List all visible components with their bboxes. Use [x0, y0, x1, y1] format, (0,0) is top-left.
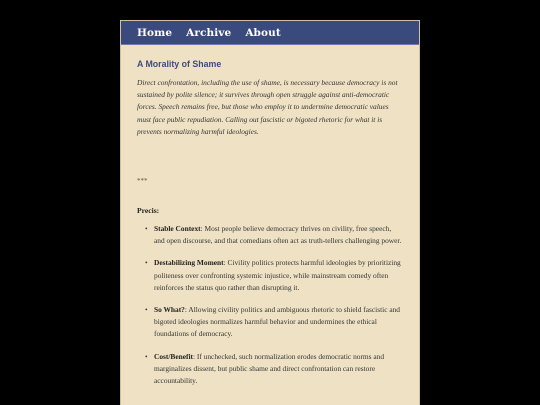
- list-item: [145, 351, 403, 388]
- point-text: : Allowing civility politics and ambiguous rhetoric to shield fascistic and bigoted ideologies normalizes harmful behavior and undermines the ethical foundations of democracy.: [154, 305, 400, 339]
- section-separator: ***: [137, 177, 148, 186]
- point-term: Cost/Benefit: [154, 351, 193, 361]
- page-container: [121, 21, 419, 405]
- article-content: [121, 45, 419, 387]
- bullet-icon: •: [145, 305, 148, 315]
- point-text: : Civility politics protects harmful ideologies by prioritizing politeness over confronting systemic injustice, while mainstream comedy often reinforces the status quo rather than disrupting it.: [154, 258, 401, 292]
- point-term: So What?: [154, 305, 185, 315]
- nav-link-archive[interactable]: Archive: [186, 26, 232, 39]
- precis-list: [137, 223, 403, 387]
- top-navigation: [121, 21, 419, 45]
- point-text: : Most people believe democracy thrives on civility, free speech, and open discourse, and that comedians often act as truth-tellers challenging power.: [154, 224, 402, 246]
- list-item: [145, 304, 403, 341]
- point-term: Destabilizing Moment: [154, 258, 224, 268]
- bullet-icon: •: [145, 351, 148, 361]
- bullet-icon: •: [145, 224, 148, 234]
- precis-heading: Precis:: [137, 206, 160, 216]
- article-title: A Morality of Shame: [137, 59, 222, 69]
- article-intro: Direct confrontation, including the use of shame, is necessary because democracy is not sustained by polite silence; it survives through open struggle against anti-democratic forces. Speech remains free, but those who employ it to undermine democratic values must face public repudiation. Calling out fascistic or bigoted rhetoric for what it is prevents normalizing harmful ideologies.: [137, 78, 398, 136]
- point-text: : If unchecked, such normalization erodes democratic norms and marginalizes dissent, but public shame and direct confrontation can restore accountability.: [154, 351, 385, 386]
- nav-link-home[interactable]: Home: [137, 26, 173, 39]
- point-term: Stable Context: [154, 224, 201, 234]
- list-item: [145, 223, 403, 247]
- bullet-icon: •: [145, 258, 148, 268]
- nav-link-about[interactable]: About: [245, 26, 281, 39]
- list-item: [145, 257, 403, 294]
